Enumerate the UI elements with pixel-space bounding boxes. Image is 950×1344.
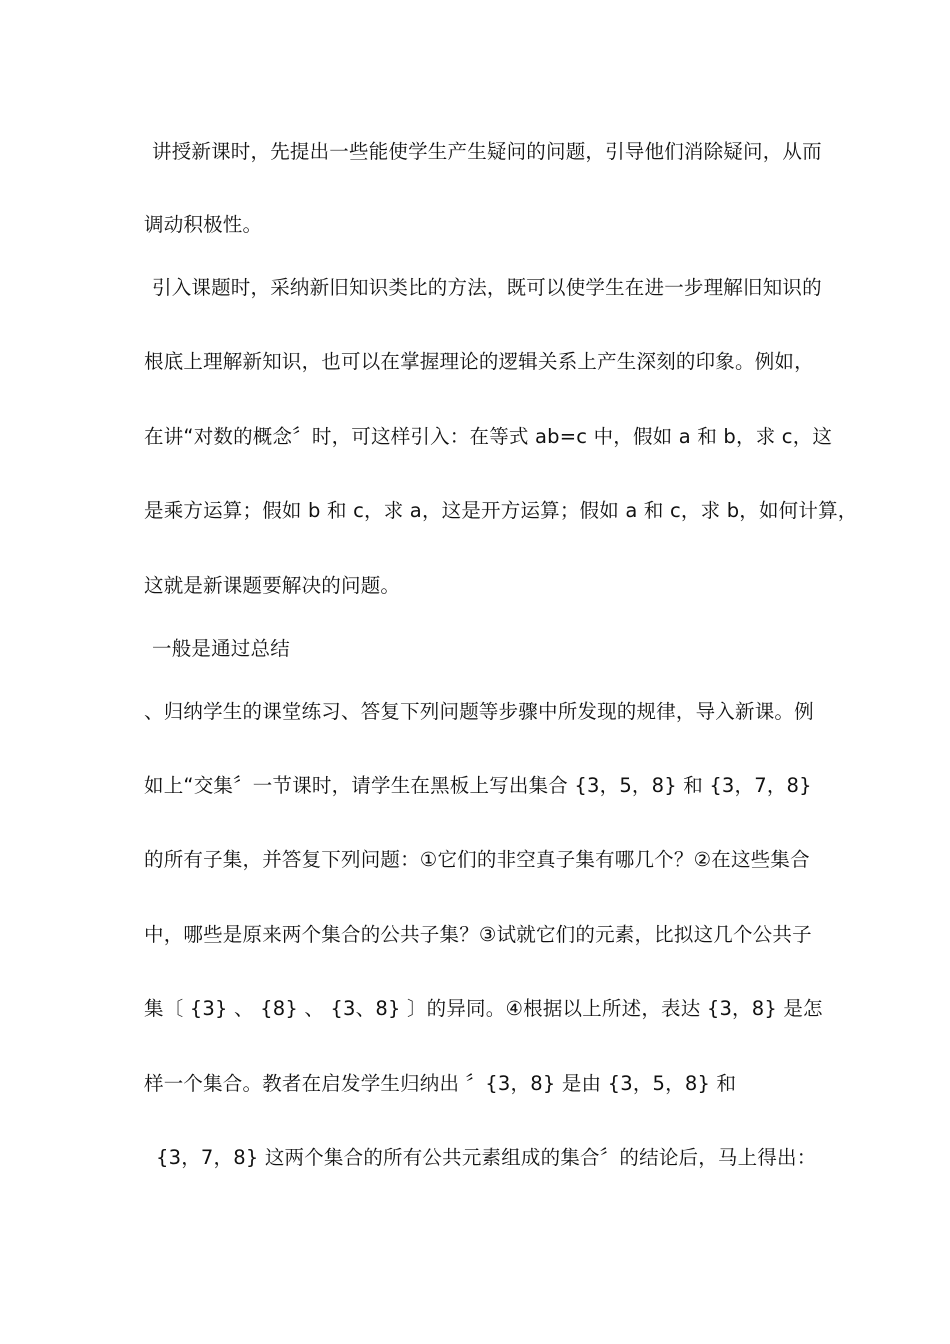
paragraph-line-5: 在讲“对数的概念〞时，可这样引入：在等式 ab=c 中，假如 a 和 b，求 c，这 (144, 425, 833, 448)
paragraph-line-11: 的所有子集，并答复下列问题：①它们的非空真子集有哪几个？②在这些集合 (144, 848, 810, 871)
paragraph-line-10: 如上“交集〞一节课时，请学生在黑板上写出集合 {3，5，8} 和 {3，7，8} (144, 774, 812, 797)
paragraph-line-9: 、归纳学生的课堂练习、答复下列问题等步骤中所发现的规律，导入新课。例 (144, 700, 814, 723)
paragraph-line-4: 根底上理解新知识，也可以在掌握理论的逻辑关系上产生深刻的印象。例如， (144, 350, 814, 373)
paragraph-line-13: 集〔 {3} 、 {8} 、 {3、8} 〕的异同。④根据以上所述，表达 {3，8} 是怎 (144, 997, 823, 1020)
paragraph-line-6: 是乘方运算；假如 b 和 c，求 a，这是开方运算；假如 a 和 c，求 b，如何计算， (144, 499, 858, 522)
paragraph-line-1: 讲授新课时，先提出一些能使学生产生疑问的问题，引导他们消除疑问，从而 (152, 140, 822, 163)
paragraph-line-7: 这就是新课题要解决的问题。 (144, 574, 401, 597)
paragraph-line-2: 调动积极性。 (144, 213, 263, 236)
paragraph-line-3: 引入课题时，采纳新旧知识类比的方法，既可以使学生在进一步理解旧知识的 (152, 276, 822, 299)
paragraph-line-12: 中，哪些是原来两个集合的公共子集？③试就它们的元素，比拟这几个公共子 (144, 923, 812, 946)
paragraph-line-14: 样一个集合。教者在启发学生归纳出 〞{3，8} 是由 {3，5，8} 和 (144, 1072, 737, 1095)
paragraph-line-8: 一般是通过总结 (152, 637, 290, 660)
paragraph-line-15: {3，7，8} 这两个集合的所有公共元素组成的集合〞的结论后，马上得出： (156, 1146, 817, 1169)
